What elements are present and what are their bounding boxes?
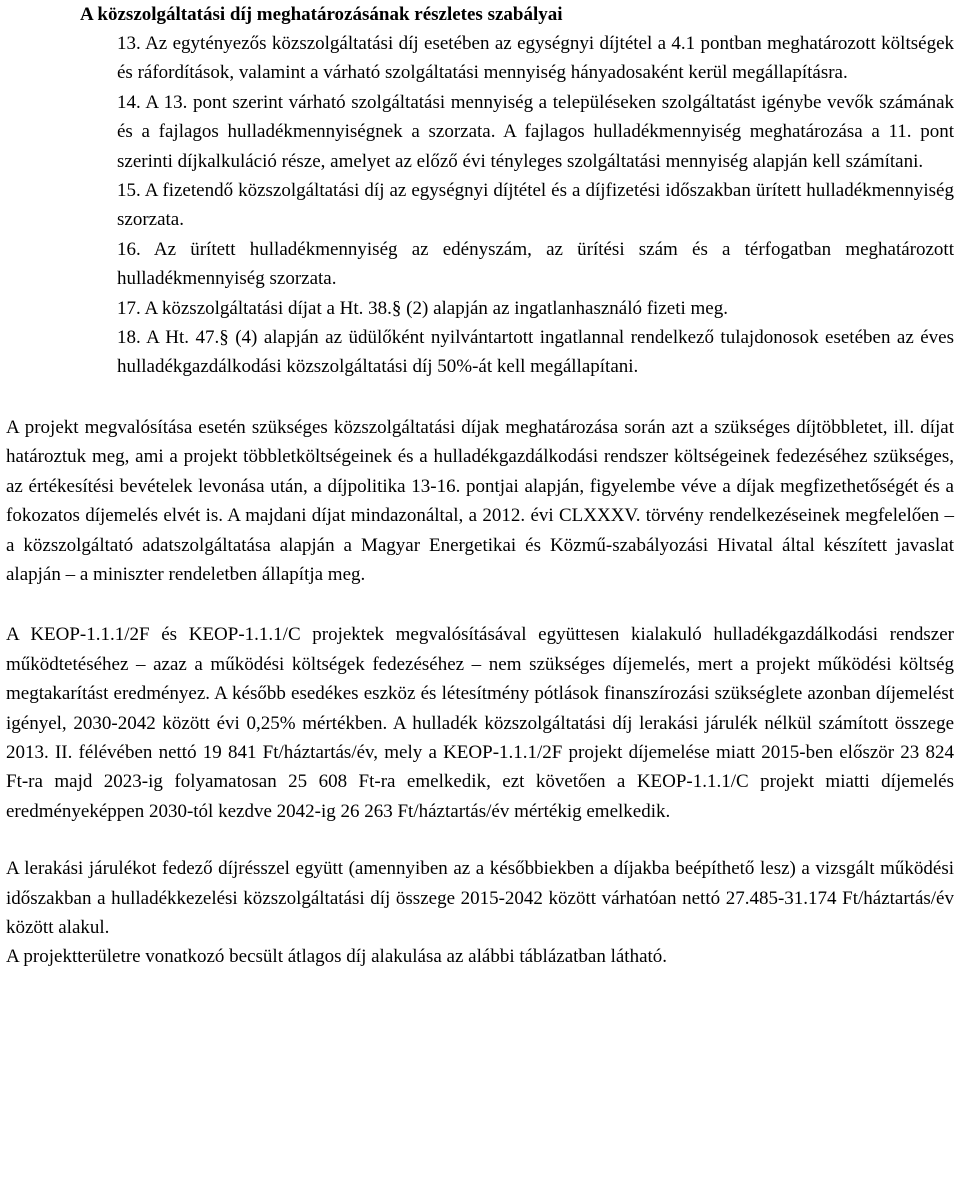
paragraph-fee-determination: A projekt megvalósítása esetén szükséges közszolgáltatási díjak meghatározása során azt a szükséges díjtöbbletet, ill. díjat határoztuk meg, ami a projekt többletköltségeinek és a hulladékgazdálkodási rendszer költségeinek fedezéséhez szükséges, az értékesítési bevételek levonása után, a díjpolitika 13-16. pontjai alapján, figyelembe véve a díjak megfizethetőségét és a fokozatos díjemelés elvét is. A majdani díjat mindazonáltal, a 2012. évi CLXXXV. törvény rendelkezéseinek megfelelően – a közszolgáltató adatszolgáltatása alapján a Magyar Energetikai és Közmű-szabályozási Hivatal által készített javaslat alapján – a miniszter rendeletben állapítja meg. — [6, 416, 954, 585]
rule-15: 15. A fizetendő közszolgáltatási díj az egységnyi díjtétel és a díjfizetési időszakban ürített hulladékmennyiség szorzata. — [117, 180, 954, 231]
rule-16: 16. Az ürített hulladékmennyiség az edényszám, az ürítési szám és a térfogatban meghatározott hulladékmennyiség szorzata. — [117, 238, 954, 290]
rule-17: 17. A közszolgáltatási díjat a Ht. 38.§ (2) alapján az ingatlanhasználó fizeti meg. — [117, 297, 728, 319]
paragraph-landfill-levy: A lerakási járulékot fedező díjrésszel együtt (amennyiben az a későbbiekben a díjakba beépíthető lesz) a vizsgált működési időszakban a hulladékkezelési közszolgáltatási díj összege 2015-2042 között várhatóan nettó 27.485-31.174 Ft/háztartás/év között alakul. — [6, 858, 954, 938]
rules-list — [6, 29, 954, 382]
paragraph-keop-projects: A KEOP-1.1.1/2F és KEOP-1.1.1/C projektek megvalósításával együttesen kialakuló hulladékgazdálkodási rendszer működtetéséhez – azaz a működési költségek fedezéséhez – nem szükséges díjemelés, mert a projekt működési költség megtakarítást eredményez. A később esedékes eszköz és létesítmény pótlások finanszírozási szükséglete azonban díjemelést igényel, 2030-2042 között évi 0,25% mértékben. A hulladék közszolgáltatási díj lerakási járulék nélkül számított összege 2013. II. félévében nettó 19 841 Ft/háztartás/év, mely a KEOP-1.1.1/2F projekt díjemelése miatt 2015-ben először 23 824 Ft-ra majd 2023-ig folyamatosan 25 608 Ft-ra emelkedik, ezt követően a KEOP-1.1.1/C projekt miatti díjemelés eredményeképpen 2030-tól kezdve 2042-ig 26 263 Ft/háztartás/év mértékig emelkedik. — [6, 624, 954, 822]
rule-14: 14. A 13. pont szerint várható szolgáltatási mennyiség a településeken szolgáltatást igénybe vevők számának és a fajlagos hulladékmennyiségnek a szorzata. A fajlagos hulladékmennyiség meghatározása a 11. pont szerinti díjkalkuláció része, amelyet az előző évi tényleges szolgáltatási mennyiség alapján kell számítani. — [117, 91, 954, 172]
section-title: A közszolgáltatási díj meghatározásának részletes szabályai — [80, 4, 563, 25]
rule-18: 18. A Ht. 47.§ (4) alapján az üdülőként nyilvántartott ingatlannal rendelkező tulajdonosok esetében az éves hulladékgazdálkodási közszolgáltatási díj 50%-át kell megállapítani. — [117, 327, 954, 378]
rule-13: 13. Az egytényezős közszolgáltatási díj esetében az egységnyi díjtétel a 4.1 pontban meghatározott költségek és ráfordítások, valamint a várható szolgáltatási mennyiség hányadosaként kerül megállapításra. — [117, 33, 954, 84]
paragraph-table-intro: A projektterületre vonatkozó becsült átlagos díj alakulása az alábbi táblázatban látható. — [6, 946, 668, 968]
